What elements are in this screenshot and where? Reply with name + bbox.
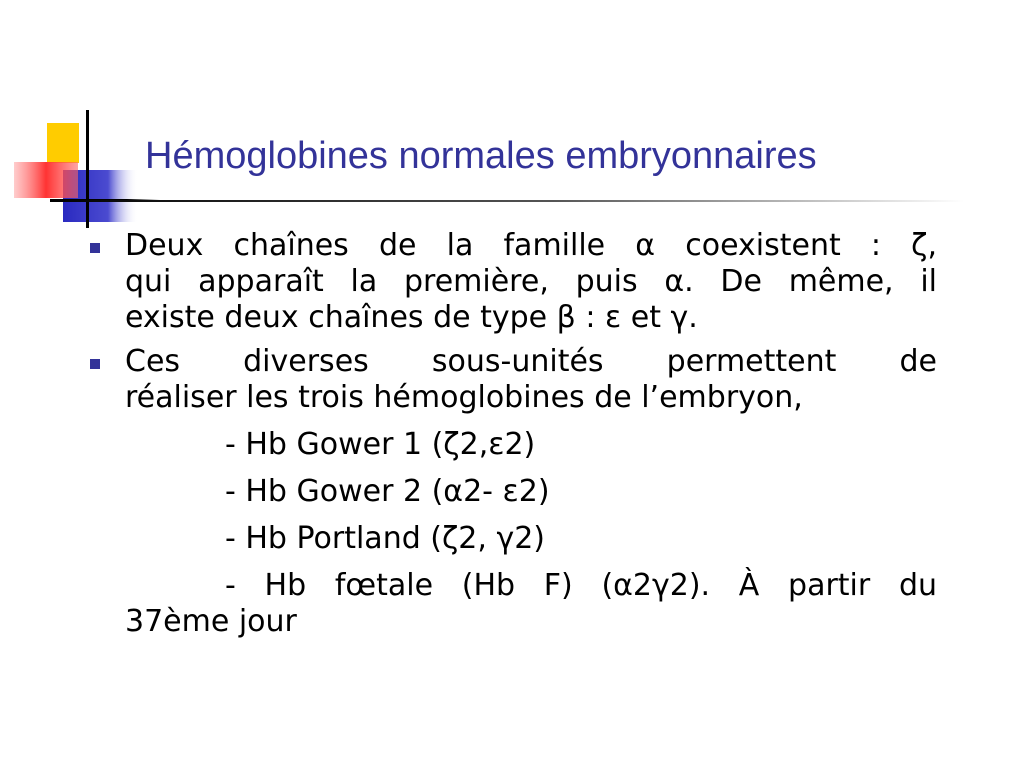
sub-item-portland: - Hb Portland (ζ2, γ2) (225, 521, 546, 556)
sub-item-foetale (88, 568, 937, 640)
bullet-1-line-1: Deux chaînes de la famille α coexistent : ζ, (125, 228, 937, 263)
sub-item-gower-1: - Hb Gower 1 (ζ2,ε2) (225, 427, 536, 462)
bullet-2-line-1: Ces diverses sous-unités permettent de (125, 344, 937, 379)
bullet-2-line-2: réaliser les trois hémoglobines de l’embryon, (125, 380, 803, 415)
bullet-item (88, 344, 937, 416)
bullet-1-line-2: qui apparaît la première, puis α. De même, il (125, 264, 937, 299)
slide-title: Hémoglobines normales embryonnaires (145, 135, 817, 177)
slide-body (88, 228, 937, 640)
logo-red-square (14, 162, 78, 198)
sub-item-foetale-line-1: - Hb fœtale (Hb F) (α2γ2). À partir du (225, 568, 937, 603)
slide-logo-decoration (0, 0, 160, 240)
title-underline (50, 200, 964, 202)
sub-item-gower-2: - Hb Gower 2 (α2- ε2) (225, 474, 550, 509)
logo-yellow-square (47, 123, 79, 163)
sub-item-foetale-line-2: 37ème jour (125, 604, 297, 639)
logo-vertical-line (86, 110, 89, 228)
bullet-item (88, 228, 937, 336)
bullet-1-line-3: existe deux chaînes de type β : ε et γ. (125, 300, 698, 335)
